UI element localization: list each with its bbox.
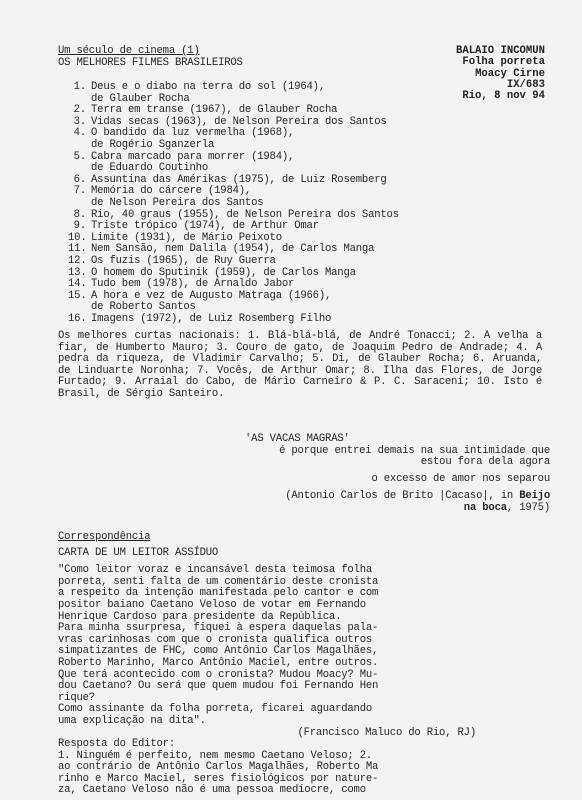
- film-number: 14.: [68, 278, 87, 291]
- letter-line: uma explicação na dita".: [58, 714, 206, 727]
- film-title-line: Limite (1931), de Mário Peixoto: [91, 231, 282, 244]
- letter-line: dou Caetano? Ou será que quem mudou foi Fernando Hen: [58, 680, 379, 693]
- film-director-line: de Glauber Rocha: [91, 92, 190, 105]
- reply-line: ao contrário de Antônio Carlos Magalhães, Roberto Ma: [58, 761, 379, 774]
- reply-heading: Resposta do Editor:: [58, 738, 175, 751]
- series-title: Um século de cinema (1): [58, 45, 200, 57]
- letter-line: Como assinante da folha porreta, ficarei aguardando: [58, 703, 373, 716]
- film-title-line: Triste trópico (1974), de Arthur Omar: [91, 220, 319, 233]
- film-title-line: A hora e vez de Augusto Matraga (1966),: [91, 289, 332, 302]
- film-title: [91, 314, 331, 326]
- film-number: 8.: [73, 208, 86, 221]
- letter-line: Roberto Marinho, Marco Antônio Maciel, entre outros.: [58, 656, 379, 669]
- credit-prefix: (Antonio Carlos de Brito |Cacaso|, in: [285, 490, 520, 503]
- film-number: 10.: [68, 231, 87, 244]
- film-title-line: Assuntina das Amérikas (1975), de Luiz Rosemberg: [91, 173, 387, 186]
- letter-line: porreta, senti falta de um comentário deste cronista: [58, 575, 379, 588]
- reply-body: [58, 751, 542, 797]
- reply-line: rinho e Marco Maciel, seres fisiológicos por nature-: [58, 772, 379, 785]
- film-item: [68, 82, 508, 94]
- film-title-line: Rio, 40 graus (1955), de Nelson Pereira dos Santos: [91, 208, 399, 221]
- letter-body: [58, 565, 542, 727]
- film-title-line: Imagens (1972), de Luiz Rosemberg Filho: [91, 312, 332, 325]
- letter-line: simpatizantes de FHC, como Antônio Carlos Magalhães,: [58, 645, 379, 658]
- credit-year: , 1975): [506, 501, 550, 514]
- correspondence-title: Correspondência: [58, 531, 151, 543]
- film-title-line: Nem Sansão, nem Dalila (1954), de Carlos Manga: [91, 243, 375, 256]
- film-director-line: de Roberto Santos: [91, 301, 196, 314]
- credit-book-title: Beijo: [519, 490, 550, 503]
- film-title-line: Vidas secas (1963), de Nelson Pereira dos Santos: [91, 115, 387, 128]
- film-title: [91, 82, 325, 94]
- film-number: 6.: [73, 173, 86, 186]
- film-title-line: Terra em transe (1967), de Glauber Rocha: [91, 104, 338, 117]
- masthead-author: Moacy Cirne: [475, 67, 545, 80]
- masthead-date: Rio, 8 nov 94: [462, 90, 545, 103]
- film-number: 16.: [68, 312, 87, 325]
- film-title-line: Memória do cárcere (1984),: [91, 185, 252, 198]
- masthead-issue: IX/683: [506, 78, 545, 91]
- section-header: [58, 46, 378, 69]
- letter-line: Que terá acontecido com o cronista? Mudou Moacy? Mu-: [58, 668, 379, 681]
- letter-line: "Como leitor voraz e incansável desta teimosa folha: [58, 564, 373, 577]
- film-number: 11.: [68, 243, 87, 256]
- film-number: 13.: [68, 266, 87, 279]
- poem-credit: [240, 491, 550, 514]
- letter-line: positor baiano Caetano Veloso de votar em Fernando: [58, 598, 366, 611]
- film-number: 2.: [73, 104, 86, 117]
- poem-line: é porque entrei demais na sua intimidade que: [279, 444, 550, 457]
- poem: [240, 434, 550, 515]
- film-title-line: Deus e o diabo na terra do sol (1964),: [91, 81, 325, 93]
- poem-line: estou fora dela agora: [420, 456, 550, 469]
- correspondence-section: [58, 532, 542, 797]
- section-heading: OS MELHORES FILMES BRASILEIROS: [58, 56, 243, 69]
- film-director-line: de Nelson Pereira dos Santos: [91, 196, 264, 209]
- letter-line: Henrique Cardoso para presidente da República.: [58, 610, 342, 623]
- film-number: 1.: [73, 81, 86, 93]
- film-title-line: Os fuzis (1965), de Ruy Guerra: [91, 254, 276, 267]
- film-number: 4.: [73, 127, 86, 140]
- film-director-line: de Rogério Sganzerla: [91, 138, 215, 151]
- film-number: 5.: [73, 150, 86, 163]
- film-number: 7.: [73, 185, 86, 198]
- film-title-line: O homem do Sputinik (1959), de Carlos Manga: [91, 266, 356, 279]
- film-title-line: Tudo bem (1978), de Arnaldo Jabor: [91, 278, 295, 291]
- letter-line: a respeito da intenção manifestada pelo cantor e com: [58, 587, 379, 600]
- letter-signature: (Francisco Maluco do Rio, RJ): [297, 726, 476, 739]
- letter-line: Para minha ssurpresa, fiquei à espera daquelas pala-: [58, 622, 379, 635]
- film-item: [68, 314, 508, 326]
- reply-line: 1. Ninguém é perfeito, nem mesmo Caetano Veloso; 2.: [58, 749, 373, 762]
- film-list: [68, 82, 508, 325]
- film-title-line: Cabra marcado para morrer (1984),: [91, 150, 295, 163]
- letter-heading: CARTA DE UM LEITOR ASSÍDUO: [58, 546, 219, 559]
- film-director-line: de Eduardo Coutinho: [91, 162, 208, 175]
- letter-line: rique?: [58, 691, 95, 704]
- poem-title: 'AS VACAS MAGRAS': [245, 433, 350, 445]
- film-title-line: O bandido da luz vermelha (1968),: [91, 127, 295, 140]
- film-number: 15.: [68, 289, 87, 302]
- masthead-subtitle: Folha porreta: [462, 56, 545, 69]
- film-number: 9.: [73, 220, 86, 233]
- masthead-title: BALAIO INCOMUN: [455, 45, 545, 57]
- shorts-paragraph: Os melhores curtas nacionais: 1. Blá-blá-blá, de André Tonacci; 2. A velha a fiar, de Humberto Mauro; 3. Couro de gato, de Joaquim Pedro de Andrade; 4. A pedra da riqueza, de Vladimir Carvalho; 5. Di, de Glauber Rocha; 6. Aruanda, de Linduarte Noronha; 7. Vocês, de Arthur Omar; 8. Ilha das Flores, de Jorge Furtado; 9. Arraial do Cabo, de Mário Carneiro & P. C. Saraceni; 10. Isto é Brasil, de Sérgio Santeiro.: [58, 330, 542, 400]
- film-number: 3.: [73, 115, 86, 128]
- letter-line: vras carinhosas com que o cronista qualifica outros: [58, 633, 373, 646]
- poem-line: o excesso de amor nos separou: [371, 472, 550, 485]
- reply-line: za, Caetano Veloso não é uma pessoa medíocre, como: [58, 784, 366, 797]
- film-number: 12.: [68, 254, 87, 267]
- credit-book-title: na boca: [463, 501, 507, 514]
